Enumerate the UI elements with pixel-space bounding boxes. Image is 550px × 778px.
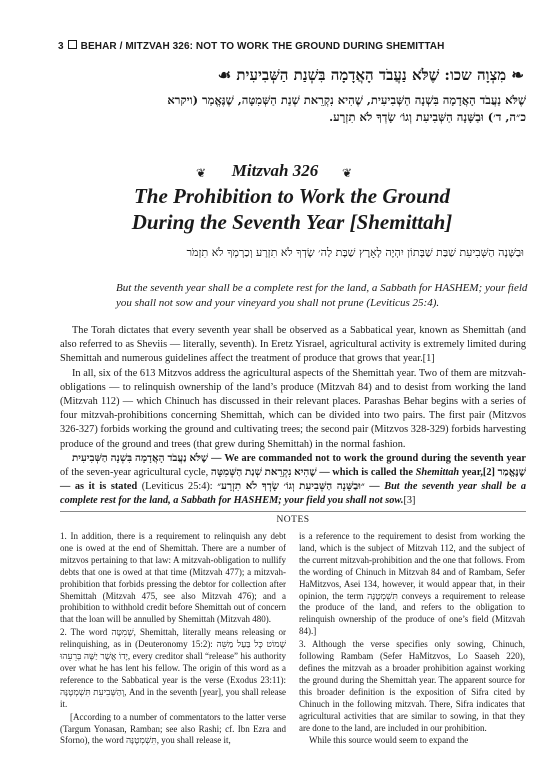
pasuk-hebrew: וּבַשָּׁנָה הַשְּׁבִיעִת שַׁבַּת שַׁבָּתוֹן יִהְיֶה לָאָרֶץ שַׁבָּת לַה׳ שָׂדְךָ לֹא תִזְרָע וְכַרְמְךָ לֹא תִזְמֹר bbox=[186, 246, 524, 259]
hebrew-phrase: ״וּבַשָּׁנָה הַשְּׁבִיעִת וְגוֹ׳ שָׂדְךָ לֹא תִזְרָע״ bbox=[217, 481, 365, 493]
paragraph-3 bbox=[60, 452, 526, 509]
heading-ornament-icon: ❧ bbox=[506, 66, 524, 84]
mitzvah-label-row bbox=[0, 161, 550, 183]
text-run: — We are commanded bbox=[208, 452, 316, 464]
left-flourish-icon: ❦ bbox=[196, 166, 207, 180]
running-head-text: BEHAR / MITZVAH 326: NOT TO WORK THE GROUND DURING SHEMITTAH bbox=[80, 41, 445, 52]
text-run: not to work the ground during the seventh year bbox=[315, 452, 526, 464]
hebrew-phrase: שֶׁנֶּאֱמַר bbox=[497, 467, 527, 479]
note-2-end: is a reference to the requirement to desist from working the land, which is the subject of Mitzvah 112, and the subject of the current mitzvah-prohibition and the one that follows. From the wording of Chinuch in Mitzvah 84 and of Rambam, Sefer HaMitzvos, Asei 134, however, it would appear that, in their opinion, the term תִּשְׁמְטֶנָּה conveys a requirement to release the produce of the land, and refers to the obligation to relinquish ownership of the produce of one’s field (Mitzvah 84).] bbox=[299, 531, 525, 637]
square-icon bbox=[68, 40, 77, 49]
note-1: 1. In addition, there is a requirement to relinquish any debt one is owed at the end of Shemittah. There are a number of mitzvos pertaining to that law: A mitzvah-obligation to nullify debts that one is owed at that time (Mitzvah 477); a mitzvah-prohibition that forbids pressing the debtor for collection after Shemittah (Mitzvah 475, see also Mitzvah 476); and a prohibition to withhold credit before Shemittah out of concern that the loan will be annulled by Shemittah (Mitzvah 480). bbox=[60, 531, 286, 625]
text-run: year,[2] bbox=[459, 467, 498, 479]
hebrew-verse-line1: שֶׁלֹּא נַעֲבֹד הָאֲדָמָה בִּשְׁנָה הַשְּׁבִיעִית, שֶׁהִיא נִקְרֵאת שְׁנַת הַשְּׁמִטָּה, שֶׁנֶּאֱמַר (ויקרא bbox=[167, 93, 526, 107]
text-run: (Leviticus 25:4): bbox=[141, 481, 218, 493]
hebrew-heading-text: מִצְוָה שכו: שֶׁלֹּא נַעֲבֹד הָאֲדָמָה בִּשְׁנַת הַשְּׁבִיעִית bbox=[236, 66, 507, 84]
text-run: — which is called the bbox=[316, 467, 416, 479]
mitzvah-label: Mitzvah 326 bbox=[231, 161, 319, 180]
footnote-ref: [3] bbox=[403, 495, 416, 507]
hebrew-heading bbox=[60, 66, 524, 88]
hebrew-verse-line2: כ״ה, ד׳) וּבַשָּׁנָה הַשְּׁבִיעִת וְגוֹ׳ שָׂדְךָ לֹא תִזְרָע. bbox=[329, 110, 526, 124]
page-number: 3 bbox=[58, 41, 64, 52]
hebrew-phrase: שֶׁלֹּא נַעֲבֹד הָאֲדָמָה בִּשְׁנָה הַשְּׁבִיעִית bbox=[72, 452, 209, 464]
text-run: — But the seventh year shall be a complete rest for the land, a Sabbath for HASHEM; bbox=[60, 481, 526, 507]
pasuk-translation: But the seventh year shall be a complete rest for the land, a Sabbath for HASHEM; your field you shall not sow and your vineyard you shall not prune (Leviticus 25:4). bbox=[116, 282, 528, 309]
note-2: 2. The word שְׁמִטָּה, Shemittah, literally means releasing or relinquishing, as in (Deuteronomy 15:2): שָׁמוֹט כָּל בַּעַל מַשֵּׁה יָדוֹ אֲשֶׁר יַשֶּׁה בְּרֵעֵהוּ, every creditor shall “release” his authority over what he has lent his fellow. The origin of this word as a reference to the Sabbatical year is the verse (Exodus 23:11): וְהַשְּׁבִיעִת תִּשְׁמְטֶנָּה, And in the seventh [year], you shall release it. bbox=[60, 627, 286, 709]
note-3: 3. Although the verse specifies only sowing, Chinuch, following Rambam (Sefer HaMitzvos, Lo Saaseh 220), defines the mitzvah as a broader prohibition against working the ground during the Shemittah year. The apparent source for this broader definition is the exposition of Sifra cited by Chinuch in the following mitzvah. There, Sifra indicates that agricultural activities that are similar to sowing, in that they are done to the land, are included in our prohibition. bbox=[299, 639, 525, 733]
text-run: Shemittah bbox=[415, 467, 460, 479]
notes-divider bbox=[60, 511, 526, 512]
mitzvah-title bbox=[60, 183, 524, 235]
text-run: of the seven-year agricultural cycle, bbox=[60, 467, 211, 479]
title-line2: During the Seventh Year [Shemittah] bbox=[131, 210, 453, 234]
right-flourish-icon: ❦ bbox=[342, 166, 353, 180]
hebrew-verse bbox=[60, 92, 526, 126]
notes-column-right bbox=[299, 531, 525, 748]
title-line1: The Prohibition to Work the Ground bbox=[133, 184, 451, 208]
paragraph-1: The Torah dictates that every seventh year shall be observed as a Sabbatical year, known as Shemittah (and also referred to as Sheviis — literally, seventh). In Eretz Yisrael, agricultural activity is extremely limited during Shemittah and numerous guidelines affect the treatment of produce that grows that year.[1] bbox=[60, 325, 526, 365]
note-3-continued: While this source would seem to expand the bbox=[309, 735, 469, 746]
notes-column-left bbox=[60, 531, 286, 748]
hebrew-phrase: שֶׁהִיא נִקְרֵאת שְׁנַת הַשְּׁמִטָּה bbox=[210, 467, 317, 479]
paragraph-2: In all, six of the 613 Mitzvos address the agricultural aspects of the Shemittah year. Two of them are mitzvah-obligations — to relinquish ownership of the land’s produce (Mitzvah 84) and to desist from working the land (Mitzvah 112) — which Chinuch has discussed in their relevant places. Parashas Behar begins with a series of four mitzvah-prohibitions concerning Shemittah, which can be divided into two pairs. The first pair (Mitzvos 326-327) forbids working the ground and cultivating trees; the second pair (Mitzvos 328-329) forbids harvesting produce of the ground and trees (that grew during Shemittah) in the normal fashion. bbox=[60, 367, 526, 450]
main-text bbox=[60, 324, 526, 509]
running-head bbox=[58, 40, 528, 56]
text-run: your field you shall not sow. bbox=[284, 495, 404, 507]
notes-heading: NOTES bbox=[276, 515, 310, 525]
heading-ornament-icon-end: ☙ bbox=[217, 66, 237, 84]
note-2-continued: [According to a number of commentators to the latter verse (Targum Yonasan, Ramban; see also Rashi; cf. Ibn Ezra and Sforno), the word תִּשְׁמְטֶנָּה, you shall release it, bbox=[60, 711, 286, 746]
text-run: — as it is stated bbox=[60, 481, 142, 493]
